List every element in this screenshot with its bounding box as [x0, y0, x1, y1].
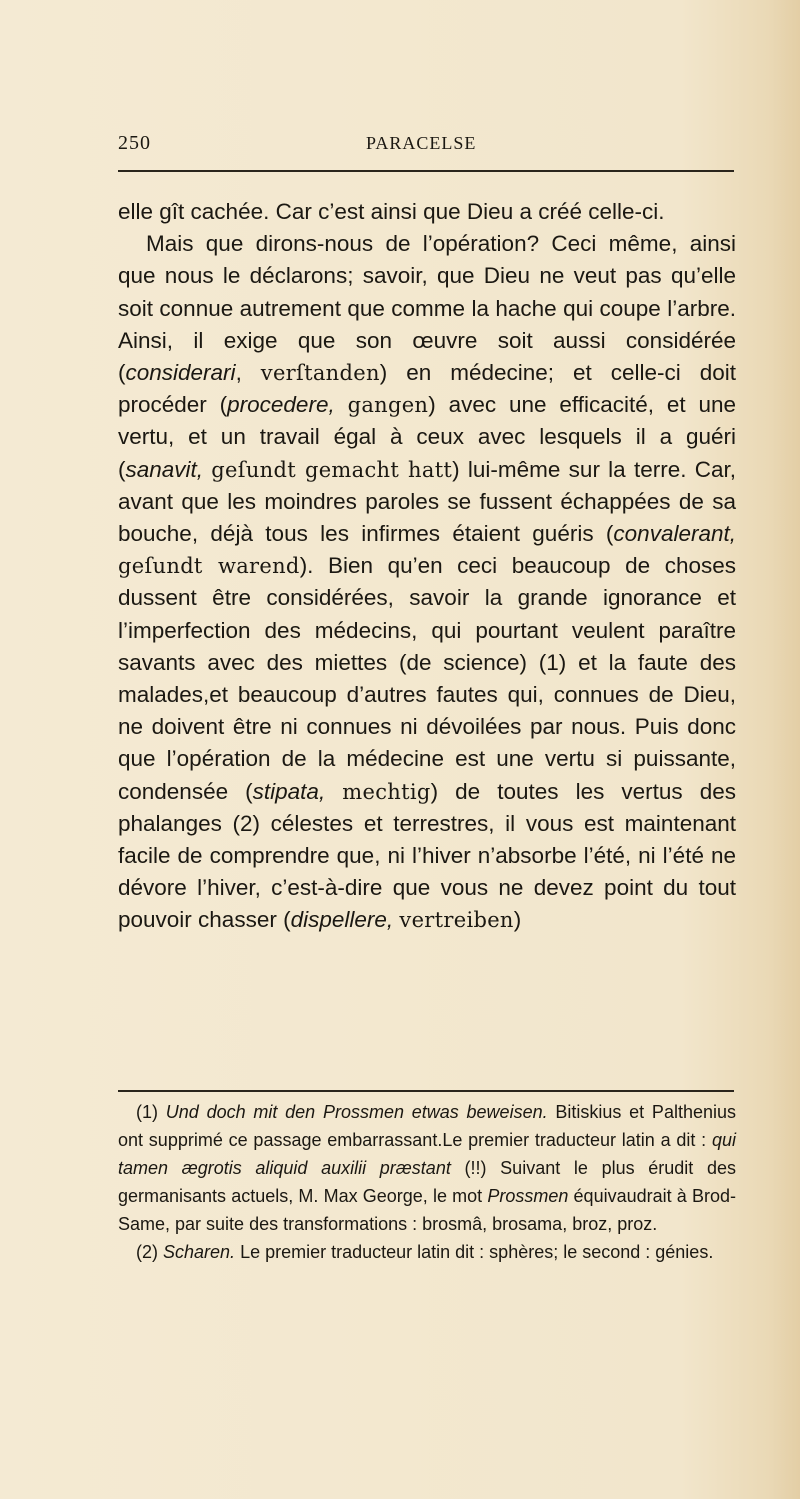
footnotes: [118, 1098, 736, 1266]
latin-term: considerari: [125, 360, 236, 386]
latin-term: stipata,: [252, 778, 326, 804]
latin-term: dispellere,: [290, 907, 394, 933]
german-term: geſundt warend: [118, 554, 300, 579]
footnote-2: [118, 1238, 736, 1266]
text-run: équivaudrait à Brod-Same, par suite des transformations : brosmâ, brosama, broz, proz.: [118, 1186, 736, 1234]
footnote-mark: (1): [136, 1102, 158, 1122]
text-run: [325, 779, 342, 804]
text-run: ) avec une efficacité, et une vertu, et un travail égal à ceux avec lesquels il a guéri (: [118, 392, 736, 482]
text-run: ) lui-même sur la terre. Car, avant que les moindres paroles se fussent échappées de sa bouche, déjà tous les infirmes étaient guéris (: [118, 456, 736, 547]
german-term: geſundt gemacht hatt: [211, 457, 453, 482]
text-run: ,: [235, 360, 261, 386]
text-run: Bitiskius et Palthenius ont supprimé ce passage embarrassant.Le premier traducteur latin a dit :: [118, 1102, 736, 1150]
german-term: Prossmen: [487, 1186, 569, 1206]
body-text: [118, 196, 736, 937]
page-header: [118, 132, 734, 162]
german-term: Scharen.: [163, 1242, 236, 1262]
german-term: vertreiben: [399, 908, 514, 933]
footnote-rule: [118, 1090, 734, 1092]
page-number: 250: [118, 132, 151, 154]
german-term: gangen: [347, 393, 429, 418]
latin-term: sanavit,: [125, 456, 204, 482]
footnote-quote: Und doch mit den Prossmen etwas beweisen.: [165, 1102, 548, 1122]
latin-quote: qui tamen ægrotis aliquid auxilii præstant: [118, 1130, 736, 1178]
german-term: mechtig: [342, 779, 431, 804]
header-rule: [118, 170, 734, 172]
text-run: [335, 392, 348, 417]
text-run: (!!) Suivant le plus érudit des germanisants actuels, M. Max George, le mot: [118, 1158, 736, 1206]
german-term: verſtanden: [260, 361, 380, 386]
text-run: Mais que dirons-nous de l’opération? Ceci même, ainsi que nous le déclarons; savoir, que Dieu ne veut pas qu’elle soit connue autrement que comme la hache qui coupe l’arbre. Ainsi, il exige que son œuvre soit aussi considérée (: [118, 231, 736, 386]
latin-term: procedere,: [227, 392, 335, 418]
paragraph-1: elle gît cachée. Car c’est ainsi que Dieu a créé celle-ci.: [118, 199, 665, 224]
running-head: PARACELSE: [366, 133, 477, 153]
paragraph-2: [118, 228, 736, 936]
footnote-mark: (2): [136, 1242, 158, 1262]
text-run: Le premier traducteur latin dit : sphères; le second : génies.: [235, 1242, 714, 1262]
text-run: ): [513, 907, 522, 933]
latin-term: convalerant,: [613, 521, 736, 547]
footnote-1: [118, 1098, 736, 1238]
text-run: ). Bien qu’en ceci beaucoup de choses dussent être considérées, savoir la grande ignorance et l’imperfection des médecins, qui pourtant veulent paraître savants avec des miettes (de science) (1) et la faute des malades,et beaucoup d’autres fautes qui, connues de Dieu, ne doivent être ni connues ni dévoilées par nous. Puis donc que l’opération de la médecine est une vertu si puissante, condensée (: [118, 553, 736, 804]
text-run: ) en médecine; et celle-ci doit procéder (: [118, 360, 736, 418]
text-run: ) de toutes les vertus des phalanges (2) célestes et terrestres, il vous est maintenant facile de comprendre que, ni l’hiver n’absorbe l’été, ni l’été ne dévore l’hiver, c’est-à-dire que vous ne devez point du tout pouvoir chasser (: [118, 778, 736, 933]
